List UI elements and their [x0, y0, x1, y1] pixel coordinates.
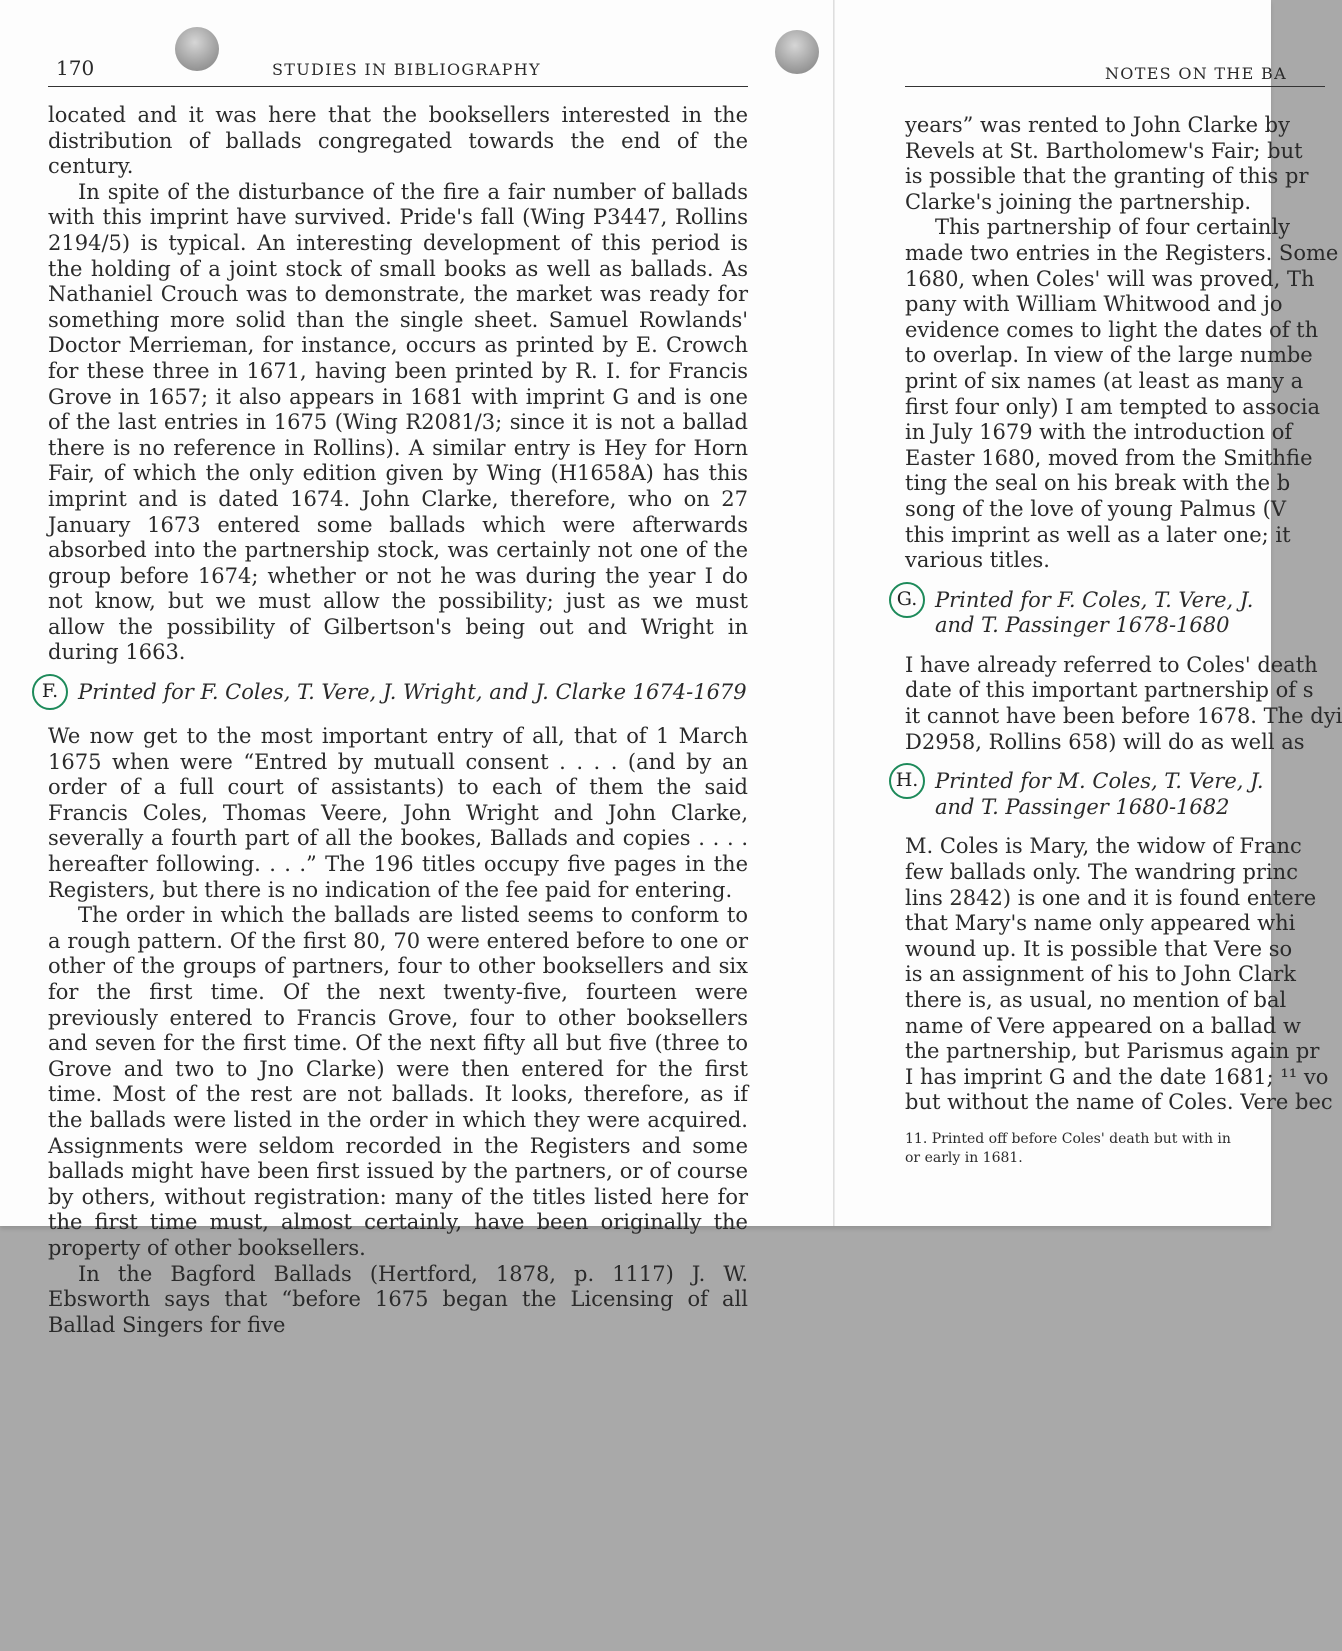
- line: but without the name of Coles. Vere bec: [905, 1090, 1333, 1115]
- section-title: Printed for F. Coles, T. Vere, J. Wright, and J. Clarke 1674-1679: [78, 680, 747, 705]
- line: to overlap. In view of the large numbe: [905, 343, 1313, 368]
- section-heading-f: [41, 680, 748, 710]
- line: is possible that the granting of this pr: [905, 164, 1309, 189]
- section-title: and T. Passinger 1680-1682: [935, 794, 1230, 819]
- line: in July 1679 with the introduction of: [905, 420, 1293, 445]
- line: name of Vere appeared on a ballad w: [905, 1013, 1301, 1038]
- line: that Mary's name only appeared whi: [905, 911, 1296, 936]
- line: made two entries in the Registers. Some: [905, 240, 1339, 265]
- line: This partnership of four certainly: [935, 215, 1291, 240]
- line: M. Coles is Mary, the widow of Franc: [905, 834, 1302, 859]
- footnote: [905, 1130, 1335, 1168]
- line: ting the seal on his break with the b: [905, 471, 1291, 496]
- page-number: 170: [56, 56, 95, 80]
- circled-letter-g: G.: [889, 582, 925, 618]
- line: there is, as usual, no mention of bal: [905, 988, 1287, 1012]
- footnote-line: 11. Printed off before Coles' death but with in: [905, 1130, 1231, 1147]
- footnote-line: or early in 1681.: [905, 1149, 1023, 1166]
- running-head: [48, 54, 748, 87]
- line: Easter 1680, moved from the Smithfie: [905, 445, 1313, 470]
- line: Clarke's joining the partnership.: [905, 189, 1252, 214]
- line: various titles.: [905, 548, 1050, 573]
- circled-letter-h: H.: [889, 763, 925, 799]
- body-text: [895, 113, 1342, 1168]
- paragraph: located and it was here that the booksellers interested in the distribution of ballads congregated towards the end of the century.: [48, 103, 748, 179]
- line: I has imprint G and the date 1681; ¹¹ vo: [905, 1064, 1329, 1089]
- body-text: [41, 103, 748, 1338]
- paragraph: We now get to the most important entry of all, that of 1 March 1675 when were “Entred by mutuall consent . . . . (and by an order of a full court of assistants) to each of them the said Francis Coles, Thomas Veere, John Wright and John Clarke, severally a fourth part of all the bookes, Ballads and copies . . . . hereafter following. . . .” The 196 titles occupy five pages in the Registers, but there is no indication of the fee paid for entering.: [48, 724, 748, 902]
- paragraph: In spite of the disturbance of the fire a fair number of ballads with this imprint have survived. Pride's fall (Wing P3447, Rollins 2194/5) is typical. An interesting development of this period is the holding of a joint stock of small books as well as ballads. As Nathaniel Crouch was to demonstrate, the market was ready for something more solid than the single sheet. Samuel Rowlands' Doctor Merrieman, for instance, occurs as printed by E. Crowch for these three in 1671, having been printed by R. I. for Francis Grove in 1657; it also appears in 1681 with imprint G and is one of the last entries in 1675 (Wing R2081/3; since it is not a ballad there is no reference in Rollins). A similar entry is Hey for Horn Fair, of which the only edition given by Wing (H1658A) has this imprint and is dated 1674. John Clarke, therefore, who on 27 January 1673 entered some ballads which were afterwards absorbed into the partnership stock, was certainly not one of the group before 1674; whether or not he was during the year I do not know, but we must allow the possibility; just as we must allow the possibility of Gilbertson's being out and Wright in during 1663.: [48, 179, 748, 665]
- line: pany with William Whitwood and jo: [905, 292, 1283, 317]
- paragraph: The order in which the ballads are listed seems to conform to a rough pattern. Of the first 80, 70 were entered before to one or other of the groups of partners, four to other booksellers and six for the first time. Of the next twenty-five, fourteen were previously entered to Francis Grove, four to other booksellers and seven for the first time. Of the next fifty all but five (three to Grove and two to Jno Clarke) were then entered for the first time. Most of the rest are not ballads. It looks, therefore, as if the ballads were listed in the order in which they were acquired. Assignments were seldom recorded in the Registers and some ballads might have been first issued by the partners, or of course by others, without registration: many of the titles listed here for the first time must, almost certainly, have been originally the property of other booksellers.: [48, 903, 748, 1260]
- line: I have already referred to Coles' death: [905, 652, 1318, 677]
- line: this imprint as well as a later one; it: [905, 522, 1291, 547]
- section-heading-g: [896, 587, 1335, 639]
- section-title: Printed for F. Coles, T. Vere, J.: [935, 587, 1254, 612]
- line: evidence comes to light the dates of th: [905, 317, 1319, 342]
- section-heading-h: [895, 769, 1335, 820]
- line: print of six names (at least as many a: [905, 368, 1304, 393]
- line: few ballads only. The wandring princ: [905, 860, 1298, 885]
- line: is an assignment of his to John Clark: [905, 962, 1297, 987]
- circled-letter-f: F.: [32, 674, 68, 710]
- line: date of this important partnership of s: [905, 678, 1314, 703]
- paragraph: In the Bagford Ballads (Hertford, 1878, p. 1117) J. W. Ebsworth says that “before 1675 began the Licensing of all Ballad Singers for five: [48, 1261, 748, 1337]
- line: years” was rented to John Clarke by: [905, 113, 1290, 137]
- running-title: NOTES ON THE BA: [1105, 64, 1287, 83]
- line: song of the love of young Palmus (V: [905, 496, 1286, 521]
- line: D2958, Rollins 658) will do as well as: [905, 729, 1305, 754]
- line: the partnership, but Parismus again pr: [905, 1039, 1320, 1064]
- running-title: STUDIES IN BIBLIOGRAPHY: [272, 60, 541, 79]
- running-head: [905, 54, 1325, 87]
- line: Revels at St. Bartholomew's Fair; but: [905, 138, 1303, 163]
- line: 1680, when Coles' will was proved, Th: [905, 266, 1315, 291]
- line: it cannot have been before 1678. The dyi: [905, 704, 1342, 729]
- right-page: [835, 0, 1342, 1226]
- section-title: and T. Passinger 1678-1680: [935, 613, 1230, 638]
- line: wound up. It is possible that Vere so: [905, 936, 1293, 961]
- section-title: Printed for M. Coles, T. Vere, J.: [935, 769, 1264, 794]
- line: lins 2842) is one and it is found entere: [905, 885, 1317, 910]
- line: first four only) I am tempted to associa: [905, 394, 1320, 419]
